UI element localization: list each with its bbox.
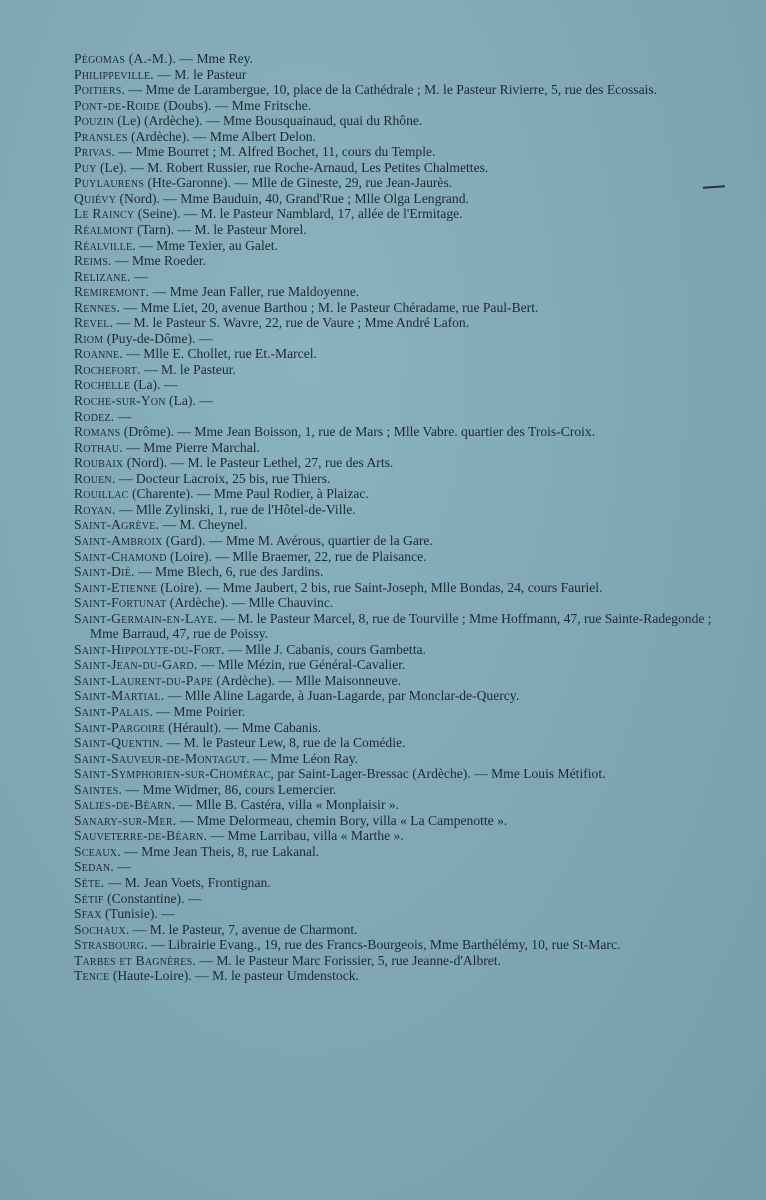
entry-text: — Mme Texier, au Galet. [135, 237, 278, 253]
directory-entry [74, 144, 714, 160]
directory-entry [74, 549, 714, 565]
directory-entry [74, 98, 714, 114]
entry-text: par Saint-Lager-Bressac (Ardèche). — Mme Louis Métifiot. [273, 766, 606, 782]
place-name: Rennes. [74, 299, 121, 315]
place-name: Réalville. [74, 237, 136, 253]
place-name: Rochefort. [74, 361, 141, 377]
directory-entry [74, 129, 714, 145]
place-name: Salies-de-Béarn. [74, 797, 176, 813]
place-name: Pransles [74, 128, 128, 144]
entry-text: — Librairie Evang., 19, rue des Francs-Bourgeois, Mme Barthélémy, 10, rue St-Marc. [147, 937, 621, 953]
directory-entry [74, 471, 714, 487]
entry-text: — Mme Léon Ray. [249, 750, 359, 766]
directory-entry [74, 409, 714, 425]
entry-text: (Loire). — Mlle Braemer, 22, rue de Plaisance. [166, 548, 427, 564]
directory-entry [74, 968, 714, 984]
entry-text: (Haute-Loire). — M. le pasteur Umdenstock. [109, 968, 359, 984]
entry-text: — Mlle Mézin, rue Général-Cavalier. [197, 657, 406, 673]
directory-entry [74, 533, 714, 549]
place-name: Riom [74, 330, 104, 346]
directory-entry [74, 331, 714, 347]
directory-entry [74, 160, 714, 176]
entry-text: (La). — [130, 377, 178, 393]
entry-text: (Tarn). — M. le Pasteur Morel. [133, 222, 307, 238]
entry-text: — M. Jean Voets, Frontignan. [104, 874, 271, 890]
directory-entry [74, 206, 714, 222]
entry-text: (Constantine). — [103, 890, 202, 906]
entry-text: — Mme Liet, 20, avenue Barthou ; M. le Pasteur Chéradame, rue Paul-Bert. [120, 299, 539, 315]
place-name: Sceaux. [74, 843, 121, 859]
entry-text: — [130, 268, 148, 284]
entry-text: — M. Cheynel. [159, 517, 248, 533]
place-name: Sauveterre-de-Béarn. [74, 828, 208, 844]
place-name: Sète. [74, 874, 105, 890]
entry-text: (Drôme). — Mme Jean Boisson, 1, rue de Mars ; Mlle Vabre. quartier des Trois-Croix. [120, 424, 596, 440]
place-name: Saint-Agrève. [74, 517, 160, 533]
place-name: Réalmont [74, 222, 134, 238]
directory-entry [74, 440, 714, 456]
directory-entry [74, 642, 714, 658]
directory-entry [74, 751, 714, 767]
directory-entry [74, 300, 714, 316]
entry-text: — Mme Widmer, 86, cours Lemercier. [122, 781, 337, 797]
place-name: Sedan. [74, 859, 114, 875]
directory-entry [74, 502, 714, 518]
directory-entry [74, 937, 714, 953]
entry-text: — M. le Pasteur, 7, avenue de Charmont. [129, 921, 358, 937]
place-name: Sfax [74, 906, 102, 922]
directory-entry [74, 564, 714, 580]
entry-text: — Mlle E. Chollet, rue Et.-Marcel. [122, 346, 317, 362]
place-name: Pégomas (A.-M.). [74, 51, 177, 66]
place-name: Reims. [74, 253, 112, 269]
directory-entry [74, 362, 714, 378]
place-name: Saint-Ambroix [74, 532, 163, 548]
directory-entry [74, 953, 714, 969]
place-name: Tence [74, 968, 110, 984]
entry-text: — M. le Pasteur Marc Forissier, 5, rue Jeanne-d'Albret. [195, 952, 501, 968]
place-name: Romans [74, 424, 121, 440]
place-name: Rouen. [74, 470, 116, 486]
directory-entry [74, 424, 714, 440]
directory-entry [74, 797, 714, 813]
directory-entry [74, 393, 714, 409]
entry-text: — Mme Poirier. [152, 703, 246, 719]
directory-entry [74, 906, 714, 922]
entry-text: — [114, 408, 132, 424]
place-name: Saint-Hippolyte-du-Fort. [74, 641, 225, 657]
entry-text: — Mme Roeder. [111, 253, 206, 269]
place-name: Rodez. [74, 408, 115, 424]
entry-text: (Le). — M. Robert Russier, rue Roche-Arnaud, Les Petites Chalmettes. [96, 159, 489, 175]
entry-text: — M. le Pasteur Marcel, 8, rue de Tourville ; Mme Hoffmann, 47, rue Sainte-Radegonde ; Mme Barraud, 47, rue de Poissy. [90, 610, 712, 642]
entry-text: — Mme Rey. [176, 51, 253, 66]
directory-entry [74, 284, 714, 300]
place-name: Philippeville. [74, 66, 154, 82]
place-name: Royan. [74, 501, 116, 517]
directory-entry [74, 782, 714, 798]
place-name: Quiévy [74, 190, 117, 206]
entry-text: — Docteur Lacroix, 25 bis, rue Thiers. [115, 470, 331, 486]
entry-text: — Mlle Aline Lagarde, à Juan-Lagarde, par Monclar-de-Quercy. [164, 688, 520, 704]
place-name: Saint-Etienne [74, 579, 157, 595]
place-name: Saint-Fortunat [74, 595, 167, 611]
place-name: Sétif [74, 890, 104, 906]
entry-text: (Nord). — M. le Pasteur Lethel, 27, rue des Arts. [123, 455, 394, 471]
directory-entry [74, 595, 714, 611]
entry-text: (Seine). — M. le Pasteur Namblard, 17, allée de l'Ermitage. [134, 206, 463, 222]
place-name: Puylaurens [74, 175, 145, 191]
place-name: Poitiers. [74, 82, 126, 98]
entry-text: (Puy-de-Dôme). — [103, 330, 213, 346]
entry-text: — Mme Jean Theis, 8, rue Lakanal. [120, 843, 320, 859]
directory-entry [74, 517, 714, 533]
directory-entry [74, 673, 714, 689]
place-name: Sochaux. [74, 921, 130, 937]
place-name: Sanary-sur-Mer. [74, 812, 177, 828]
entry-text: — M. le Pasteur Lew, 8, rue de la Comédie. [163, 735, 406, 751]
directory-entry [74, 688, 714, 704]
entry-text: — Mme Blech, 6, rue des Jardins. [134, 564, 324, 580]
entry-text: (Ardèche). — Mlle Chauvinc. [166, 595, 334, 611]
place-name: Saint-Germain-en-Laye. [74, 610, 218, 626]
directory-entry [74, 191, 714, 207]
place-name: Le Raincy [74, 206, 135, 222]
entry-text: (Loire). — Mme Jaubert, 2 bis, rue Saint-Joseph, Mlle Bondas, 24, cours Fauriel. [156, 579, 603, 595]
directory-entry [74, 611, 714, 642]
directory-entry [74, 269, 714, 285]
entry-text: (Hte-Garonne). — Mlle de Gineste, 29, rue Jean-Jaurès. [144, 175, 453, 191]
place-name: Saint-Laurent-du-Pape [74, 672, 213, 688]
place-name: Relizane. [74, 268, 131, 284]
entry-text: (Ardèche). — Mlle Maisonneuve. [212, 672, 401, 688]
place-name: Strasbourg. [74, 937, 148, 953]
place-name: Saint-Quentin. [74, 735, 164, 751]
entry-text: (Le) (Ardèche). — Mme Bousquainaud, quai du Rhône. [113, 113, 423, 129]
place-name: Tarbes et Bagnères. [74, 952, 196, 968]
entry-text: — M. le Pasteur. [140, 361, 236, 377]
place-name: Rouillac [74, 486, 129, 502]
place-name: Roubaix [74, 455, 124, 471]
directory-entry [74, 720, 714, 736]
place-name: Pouzin [74, 113, 114, 129]
entry-text: (Gard). — Mme M. Avérous, quartier de la Gare. [162, 532, 433, 548]
place-name: Puy [74, 159, 97, 175]
entry-text: (Hérault). — Mme Cabanis. [164, 719, 322, 735]
directory-entry [74, 875, 714, 891]
place-name: Remiremont. [74, 284, 150, 300]
directory-entry [74, 346, 714, 362]
directory-entry [74, 813, 714, 829]
directory-entry [74, 377, 714, 393]
entry-text: (Charente). — Mme Paul Rodier, à Plaizac. [128, 486, 369, 502]
place-name: Roanne. [74, 346, 123, 362]
directory-entry [74, 766, 714, 782]
entry-text: — Mme Delormeau, chemin Bory, villa « La Campenotte ». [176, 812, 508, 828]
directory-entry [74, 253, 714, 269]
directory-entry [74, 315, 714, 331]
directory-entry [74, 580, 714, 596]
place-name: Saint-Sauveur-de-Montagut. [74, 750, 250, 766]
place-name: Saint-Martial. [74, 688, 165, 704]
entry-text: — Mme de Larambergue, 10, place de la Cathédrale ; M. le Pasteur Rivierre, 5, rue des Ecossais. [125, 82, 658, 98]
entry-text: (Ardèche). — Mme Albert Delon. [127, 128, 316, 144]
directory-entry [74, 735, 714, 751]
directory-entry [74, 51, 714, 67]
entry-text: (Tunisie). — [101, 906, 175, 922]
directory-entry [74, 844, 714, 860]
directory-entry [74, 486, 714, 502]
place-name: Revel. [74, 315, 114, 331]
directory-entry [74, 175, 714, 191]
entry-text: (La). — [165, 393, 213, 409]
directory-entry [74, 828, 714, 844]
place-name: Saint-Jean-du-Gard. [74, 657, 198, 673]
entry-text: — [113, 859, 131, 875]
directory-entry [74, 238, 714, 254]
place-name: Pont-de-Roide [74, 97, 161, 113]
place-name: Saint-Palais. [74, 703, 153, 719]
entry-text: — Mme Bourret ; M. Alfred Bochet, 11, cours du Temple. [115, 144, 436, 160]
place-name: Roche-sur-Yon [74, 393, 166, 409]
directory-entry [74, 455, 714, 471]
entry-text: — Mlle Zylinski, 1, rue de l'Hôtel-de-Ville. [115, 501, 356, 517]
directory-entry [74, 657, 714, 673]
entry-text: — Mme Pierre Marchal. [122, 439, 260, 455]
directory-entry [74, 222, 714, 238]
entry-text: — Mme Jean Faller, rue Maldoyenne. [149, 284, 360, 300]
directory-page [74, 51, 714, 984]
entry-text: (Doubs). — Mme Fritsche. [160, 97, 312, 113]
entry-text: — Mlle J. Cabanis, cours Gambetta. [224, 641, 426, 657]
place-name: Rochelle [74, 377, 131, 393]
entry-text: — Mme Larribau, villa « Marthe ». [207, 828, 404, 844]
directory-entry [74, 67, 714, 83]
place-name: Saint-Pargoire [74, 719, 165, 735]
entry-text: (Nord). — Mme Bauduin, 40, Grand'Rue ; Mlle Olga Lengrand. [116, 190, 469, 206]
directory-entry [74, 704, 714, 720]
place-name: Saint-Chamond [74, 548, 167, 564]
directory-entry [74, 891, 714, 907]
directory-entry [74, 82, 714, 98]
entry-text: — Mlle B. Castéra, villa « Monplaisir ». [175, 797, 400, 813]
directory-entry [74, 113, 714, 129]
directory-entry [74, 922, 714, 938]
place-name: Saint-Symphorien-sur-Chomérac, [74, 766, 274, 782]
directory-entry [74, 859, 714, 875]
place-name: Privas. [74, 144, 116, 160]
place-name: Saintes. [74, 781, 123, 797]
entry-text: — M. le Pasteur S. Wavre, 22, rue de Vaure ; Mme André Lafon. [113, 315, 470, 331]
place-name: Saint-Dié. [74, 564, 135, 580]
place-name: Rothau. [74, 439, 123, 455]
entry-text: — M. le Pasteur [153, 66, 247, 82]
